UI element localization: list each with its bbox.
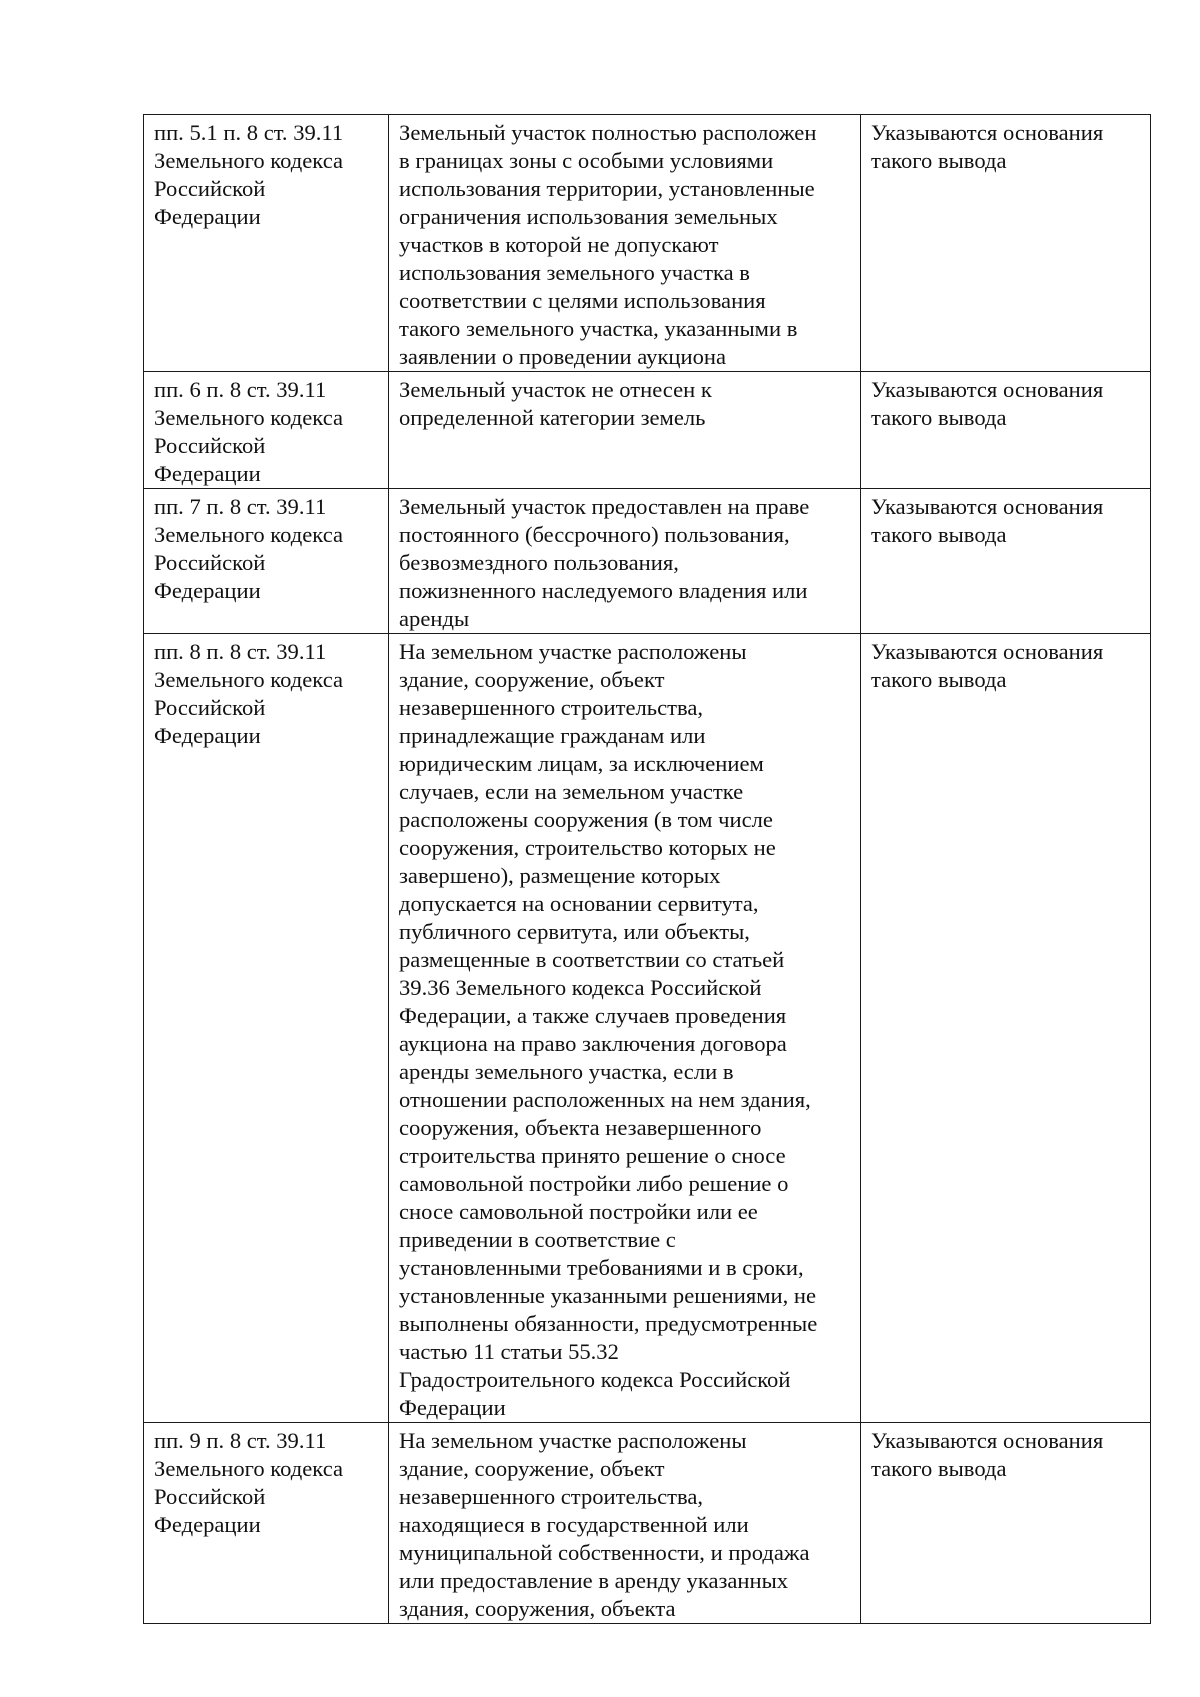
explanation-cell: Указываются основания такого вывода [861,634,1151,1423]
table-row [144,115,1151,372]
legal-basis-cell: пп. 5.1 п. 8 ст. 39.11 Земельного кодекса Российской Федерации [144,115,389,372]
legal-basis-cell: пп. 6 п. 8 ст. 39.11 Земельного кодекса Российской Федерации [144,372,389,489]
legal-basis-cell: пп. 9 п. 8 ст. 39.11 Земельного кодекса Российской Федерации [144,1423,389,1624]
ground-description-cell: Земельный участок полностью расположен в границах зоны с особыми условиями использования территории, установленные ограничения использования земельных участков в которой не допускают использования земельного участка в соответствии с целями использования такого земельного участка, указанными в заявлении о проведении аукциона [389,115,861,372]
legal-basis-cell: пп. 7 п. 8 ст. 39.11 Земельного кодекса Российской Федерации [144,489,389,634]
explanation-cell: Указываются основания такого вывода [861,115,1151,372]
explanation-cell: Указываются основания такого вывода [861,489,1151,634]
explanation-cell: Указываются основания такого вывода [861,1423,1151,1624]
table-row [144,634,1151,1423]
legal-basis-cell: пп. 8 п. 8 ст. 39.11 Земельного кодекса Российской Федерации [144,634,389,1423]
table-row [144,372,1151,489]
ground-description-cell: Земельный участок не отнесен к определенной категории земель [389,372,861,489]
ground-description-cell: На земельном участке расположены здание, сооружение, объект незавершенного строительства, находящиеся в государственной или муниципальной собственности, и продажа или предоставление в аренду указанных здания, сооружения, объекта [389,1423,861,1624]
grounds-table [143,114,1151,1624]
explanation-cell: Указываются основания такого вывода [861,372,1151,489]
ground-description-cell: Земельный участок предоставлен на праве постоянного (бессрочного) пользования, безвозмездного пользования, пожизненного наследуемого владения или аренды [389,489,861,634]
table-row [144,1423,1151,1624]
table-row [144,489,1151,634]
ground-description-cell: На земельном участке расположены здание, сооружение, объект незавершенного строительства, принадлежащие гражданам или юридическим лицам, за исключением случаев, если на земельном участке расположены сооружения (в том числе сооружения, строительство которых не завершено), размещение которых допускается на основании сервитута, публичного сервитута, или объекты, размещенные в соответствии со статьей 39.36 Земельного кодекса Российской Федерации, а также случаев проведения аукциона на право заключения договора аренды земельного участка, если в отношении расположенных на нем здания, сооружения, объекта незавершенного строительства принято решение о сносе самовольной постройки либо решение о сносе самовольной постройки или ее приведении в соответствие с установленными требованиями и в сроки, установленные указанными решениями, не выполнены обязанности, предусмотренные частью 11 статьи 55.32 Градостроительного кодекса Российской Федерации [389,634,861,1423]
